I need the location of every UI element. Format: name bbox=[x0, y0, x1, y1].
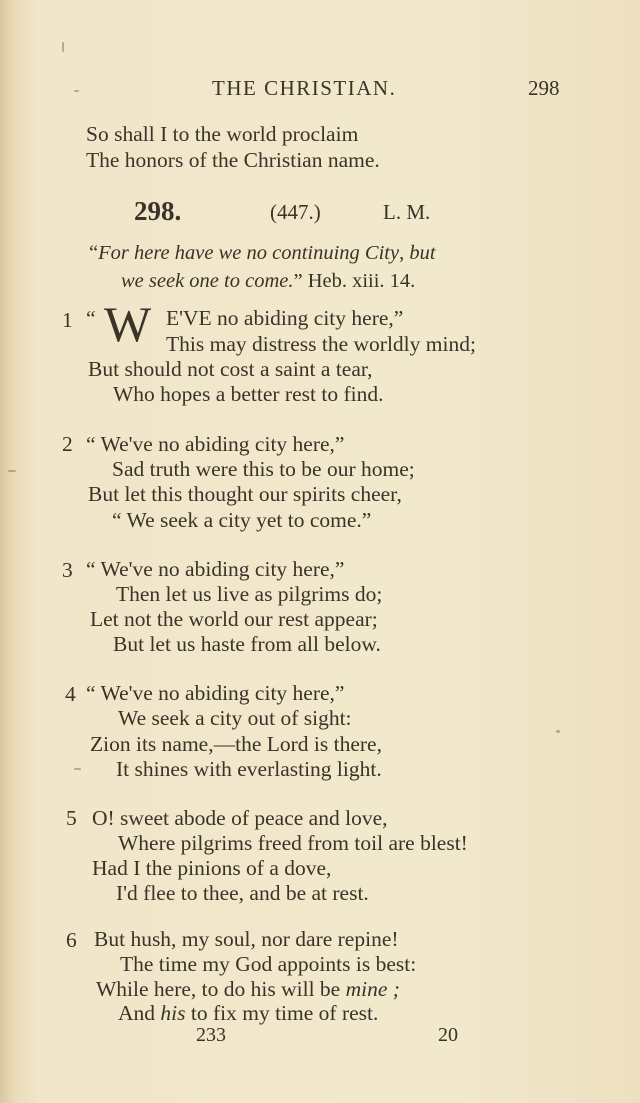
stanza-line bbox=[118, 1001, 378, 1026]
stanza-line bbox=[96, 977, 400, 1002]
prev-hymn-line: The honors of the Christian name. bbox=[86, 148, 380, 172]
stanza-number: 3 bbox=[62, 558, 73, 582]
stanza-line: But let us haste from all below. bbox=[113, 632, 381, 656]
stanza-line: Who hopes a better rest to find. bbox=[113, 382, 384, 406]
stanza-number: 6 bbox=[66, 928, 77, 952]
stanza-line: But let this thought our spirits cheer, bbox=[88, 482, 402, 506]
epigraph-text: we seek one to come. bbox=[121, 270, 294, 292]
epigraph-text: For here have we no continuing City bbox=[98, 242, 400, 264]
running-head bbox=[0, 76, 640, 106]
epigraph-open-quote: “ bbox=[89, 242, 99, 264]
stanza-line: It shines with everlasting light. bbox=[116, 757, 382, 781]
ink-speck bbox=[74, 768, 81, 770]
stanza-line: Then let us live as pilgrims do; bbox=[116, 582, 383, 606]
stanza-line: But should not cost a saint a tear, bbox=[88, 357, 373, 381]
stanza-line: “ We've no abiding city here,” bbox=[86, 681, 345, 705]
stanza-number: 4 bbox=[65, 682, 76, 706]
stanza-line: E'VE no abiding city here,” bbox=[166, 306, 404, 330]
footer-page-number: 233 bbox=[196, 1024, 226, 1046]
stanza-line: O! sweet abode of peace and love, bbox=[92, 806, 388, 830]
stanza-line: Zion its name,—the Lord is there, bbox=[90, 732, 382, 756]
epigraph-line-1 bbox=[89, 242, 436, 265]
stanza-line: But hush, my soul, nor dare repine! bbox=[94, 927, 399, 951]
stanza-line: Had I the pinions of a dove, bbox=[92, 856, 332, 880]
stanza-open-quote: “ bbox=[86, 306, 96, 330]
stanza-line: I'd flee to thee, and be at rest. bbox=[116, 881, 369, 905]
stanza-number: 1 bbox=[62, 308, 73, 332]
tune-reference: (447.) bbox=[270, 200, 321, 224]
stanza-line: The time my God appoints is best: bbox=[120, 952, 417, 976]
epigraph-line-2 bbox=[121, 270, 415, 293]
stanza-line: Where pilgrims freed from toil are blest! bbox=[118, 831, 468, 855]
stanza-line-text: While here, to do his will be bbox=[96, 977, 346, 1001]
stanza-line: “ We've no abiding city here,” bbox=[86, 432, 345, 456]
footer-signature-mark: 20 bbox=[438, 1024, 458, 1046]
hymn-number: 298. bbox=[134, 196, 182, 226]
stanza-line: “ We've no abiding city here,” bbox=[86, 557, 345, 581]
stanza-line: This may distress the worldly mind; bbox=[166, 332, 476, 356]
ink-speck bbox=[74, 90, 79, 92]
epigraph-separator: , bbox=[399, 242, 410, 264]
prev-hymn-line: So shall I to the world proclaim bbox=[86, 122, 359, 146]
stanza-line: We seek a city out of sight: bbox=[118, 706, 352, 730]
stanza-number: 2 bbox=[62, 432, 73, 456]
emphasis-mine: mine ; bbox=[345, 977, 400, 1001]
stanza-line-text: to fix my time of rest. bbox=[185, 1001, 379, 1025]
ink-speck bbox=[8, 470, 16, 472]
stanza-line: Let not the world our rest appear; bbox=[90, 607, 378, 631]
running-head-title: THE CHRISTIAN. bbox=[212, 76, 397, 100]
drop-cap: W bbox=[104, 296, 152, 352]
running-head-page-number: 298 bbox=[528, 76, 560, 100]
stanza-line: Sad truth were this to be our home; bbox=[112, 457, 415, 481]
stanza-line: “ We seek a city yet to come.” bbox=[112, 508, 372, 532]
epigraph-text: but bbox=[409, 242, 436, 264]
ink-speck bbox=[556, 730, 560, 733]
ink-speck bbox=[62, 42, 64, 52]
meter: L. M. bbox=[383, 200, 431, 224]
epigraph-reference: ” Heb. xiii. 14. bbox=[293, 270, 416, 292]
stanza-line-text: And bbox=[118, 1001, 161, 1025]
emphasis-his: his bbox=[160, 1001, 186, 1025]
stanza-number: 5 bbox=[66, 806, 77, 830]
